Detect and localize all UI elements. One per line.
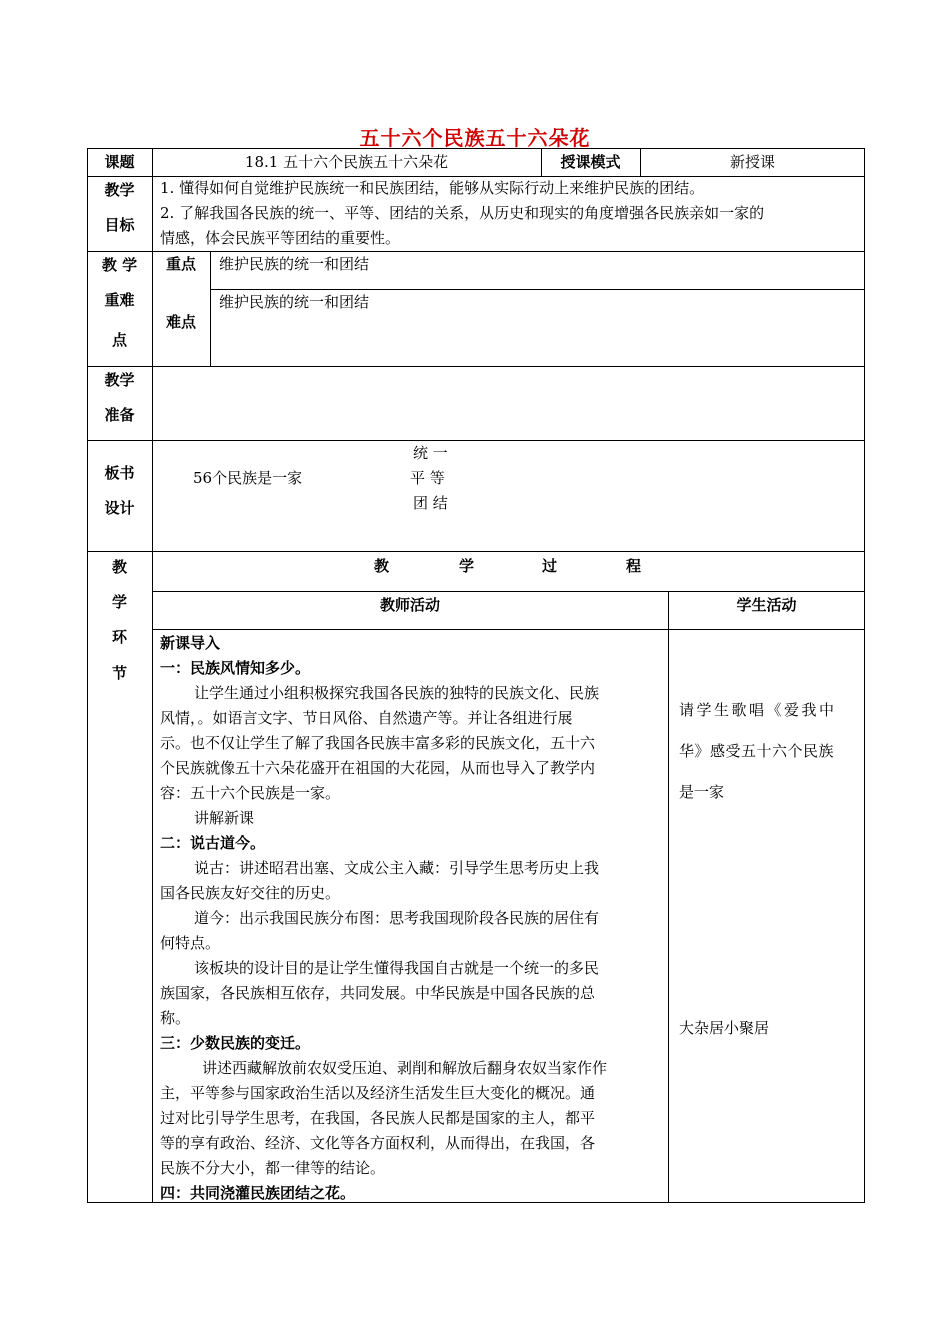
- section-1-line: 个民族就像五十六朵花盛开在祖国的大花园，从而也导入了教学内: [160, 759, 596, 777]
- prep-label-2: 准备: [104, 406, 135, 424]
- process-side-char: 环: [111, 628, 127, 646]
- board-label-1: 板书: [104, 464, 135, 482]
- goal-item-1: 1. 懂得如何自觉维护民族统一和民族团结，能够从实际行动上来维护民族的团结。: [160, 179, 705, 197]
- student-activity-line: 华》感受五十六个民族: [679, 742, 835, 760]
- keypoints-label-2: 重难: [104, 291, 135, 309]
- section-3-line: 民族不分大小，都一律等的结论。: [160, 1159, 386, 1177]
- section-1-line: 示。也不仅让学生了解了我国各民族丰富多彩的民族文化，五十六: [160, 734, 596, 752]
- teacher-activity-header: 教师活动: [379, 596, 440, 614]
- board-label-2: 设计: [104, 499, 135, 517]
- goal-item-2-line-2: 情感，体会民族平等团结的重要性。: [160, 229, 401, 247]
- goal-item-2-line-1: 2. 了解我国各民族的统一、平等、团结的关系，从历史和现实的角度增强各民族亲如一家的: [160, 204, 765, 222]
- mode-value: 新授课: [729, 153, 775, 171]
- board-right-line-1: 统 一: [413, 444, 448, 462]
- row-divider: [152, 591, 865, 592]
- row-divider: [87, 440, 865, 441]
- board-right-line-2: 平 等: [410, 469, 445, 487]
- process-header-char: 学: [459, 557, 475, 575]
- section-1-line: 风情，。如语言文字、节日风俗、自然遗产等。并让各组进行展: [160, 709, 573, 727]
- section-1-heading: 一：民族风情知多少。: [160, 659, 311, 677]
- process-side-char: 学: [111, 593, 127, 611]
- column-divider: [668, 591, 669, 1203]
- section-2-line: 道今：出示我国民族分布图：思考我国现阶段各民族的居住有: [194, 909, 600, 927]
- keypoints-label-1: 教 学: [101, 256, 138, 274]
- key-point-label: 重点: [165, 255, 196, 273]
- section-2-line: 说古：讲述昭君出塞、文成公主入藏：引导学生思考历史上我: [194, 859, 600, 877]
- topic-value: 18.1 五十六个民族五十六朵花: [244, 153, 449, 171]
- column-divider: [210, 251, 211, 366]
- key-point-value: 维护民族的统一和团结: [219, 255, 370, 273]
- goals-label-1: 教学: [104, 181, 135, 199]
- section-2-line: 族国家，各民族相互依存，共同发展。中华民族是中国各民族的总: [160, 984, 596, 1002]
- section-2-line: 该板块的设计目的是让学生懂得我国自古就是一个统一的多民: [194, 959, 600, 977]
- section-3-line: 主，平等参与国家政治生活以及经济生活发生巨大变化的概况。通: [160, 1084, 596, 1102]
- prep-label-1: 教学: [104, 371, 135, 389]
- section-4-heading: 四：共同浇灌民族团结之花。: [160, 1184, 356, 1202]
- section-3-line: 等的享有政治、经济、文化等各方面权利，从而得出，在我国，各: [160, 1134, 596, 1152]
- student-activity-header: 学生活动: [736, 596, 797, 614]
- section-2-line: 称。: [160, 1009, 191, 1027]
- section-2-heading: 二：说古道今。: [160, 834, 266, 852]
- row-divider: [87, 366, 865, 367]
- process-header-char: 过: [542, 557, 558, 575]
- intro-heading: 新课导入: [160, 634, 221, 652]
- process-header-char: 教: [374, 557, 390, 575]
- section-1-line: 容：五十六个民族是一家。: [160, 784, 341, 802]
- explain-new-lesson: 讲解新课: [194, 809, 255, 827]
- mode-label: 授课模式: [560, 153, 621, 171]
- process-side-char: 教: [111, 558, 127, 576]
- section-3-line: 讲述西藏解放前农奴受压迫、剥削和解放后翻身农奴当家作作: [202, 1059, 608, 1077]
- board-right-line-3: 团 结: [413, 494, 448, 512]
- keypoints-label-3: 点: [111, 331, 127, 349]
- row-divider: [87, 551, 865, 552]
- section-1-line: 让学生通过小组积极探究我国各民族的独特的民族文化、民族: [194, 684, 600, 702]
- board-left-text: 56个民族是一家: [193, 469, 303, 487]
- row-divider: [152, 629, 865, 630]
- student-activity-line: 是一家: [679, 783, 725, 801]
- topic-label: 课题: [104, 153, 135, 171]
- hard-point-value: 维护民族的统一和团结: [219, 293, 370, 311]
- section-2-line: 国各民族友好交往的历史。: [160, 884, 341, 902]
- column-divider: [152, 148, 153, 1203]
- section-3-heading: 三：少数民族的变迁。: [160, 1034, 311, 1052]
- section-2-line: 何特点。: [160, 934, 221, 952]
- student-activity-line: 大杂居小聚居: [679, 1019, 770, 1037]
- process-header-char: 程: [626, 557, 642, 575]
- document-title: 五十六个民族五十六朵花: [359, 126, 591, 150]
- hard-point-label: 难点: [165, 313, 196, 331]
- section-3-line: 过对比引导学生思考，在我国，各民族人民都是国家的主人，都平: [160, 1109, 596, 1127]
- goals-label-2: 目标: [104, 216, 135, 234]
- student-activity-line: 请学生歌唱《爱我中: [679, 701, 837, 719]
- process-side-char: 节: [111, 664, 127, 682]
